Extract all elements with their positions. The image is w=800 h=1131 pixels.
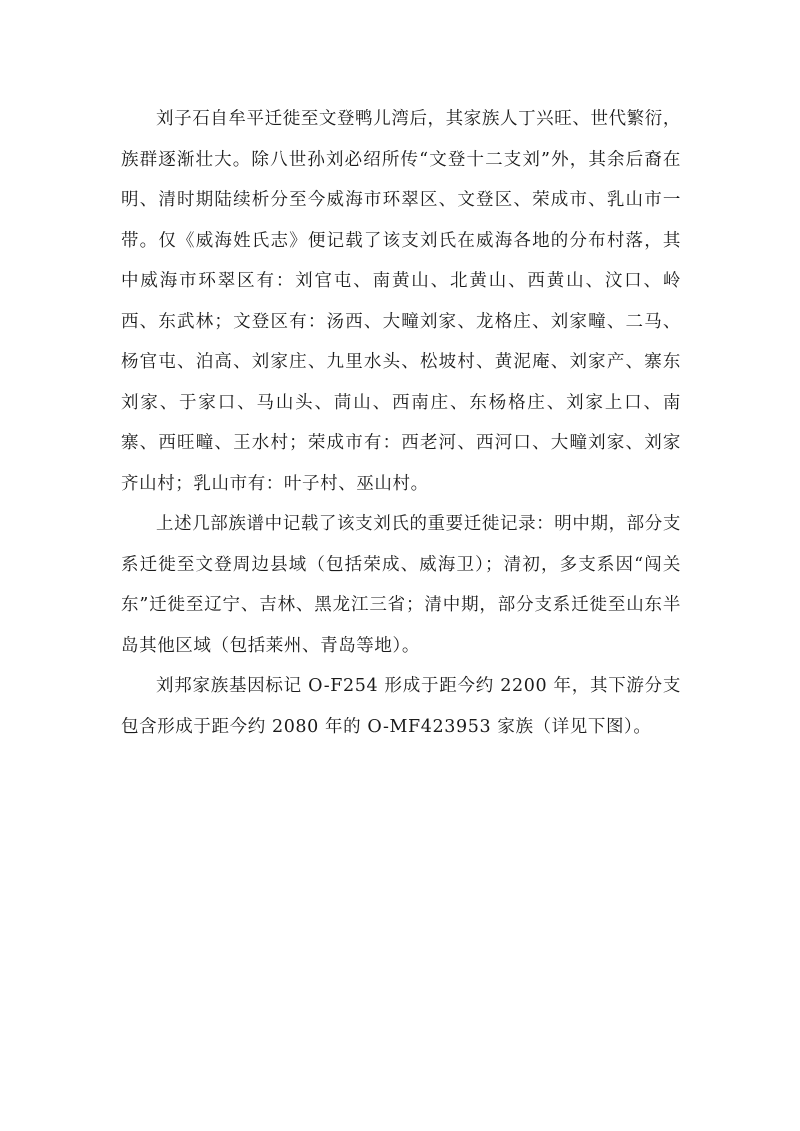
paragraph-genetic-marker: 刘邦家族基因标记 O-F254 形成于距今约 2200 年，其下游分支包含形成于距今约 2080 年的 O-MF423953 家族（详见下图）。: [121, 676, 681, 737]
paragraph-migration: 上述几部族谱中记载了该支刘氏的重要迁徙记录：明中期，部分支系迁徙至文登周边县域（包括荣成、威海卫）；清初，多支系因“闯关东”迁徙至辽宁、吉林、黑龙江三省；清中期，部分支系迁徙至山东半岛其他区域（包括莱州、青岛等地）。: [121, 514, 681, 656]
paragraph-distribution: 刘子石自牟平迁徙至文登鸭儿湾后，其家族人丁兴旺、世代繁衍，族群逐渐壮大。除八世孙刘必绍所传“文登十二支刘”外，其余后裔在明、清时期陆续析分至今威海市环翠区、文登区、荣成市、乳山市一带。仅《威海姓氏志》便记载了该支刘氏在威海各地的分布村落，其中威海市环翠区有：刘官屯、南黄山、北黄山、西黄山、汶口、岭西、东武林；文登区有：汤西、大疃刘家、龙格庄、刘家疃、二马、杨官屯、泊高、刘家庄、九里水头、松坡村、黄泥庵、刘家产、寨东刘家、于家口、马山头、茼山、西南庄、东杨格庄、刘家上口、南寨、西旺疃、王水村；荣成市有：西老河、西河口、大疃刘家、刘家齐山村；乳山市有：叶子村、巫山村。: [121, 109, 681, 494]
document-body: [121, 99, 681, 747]
